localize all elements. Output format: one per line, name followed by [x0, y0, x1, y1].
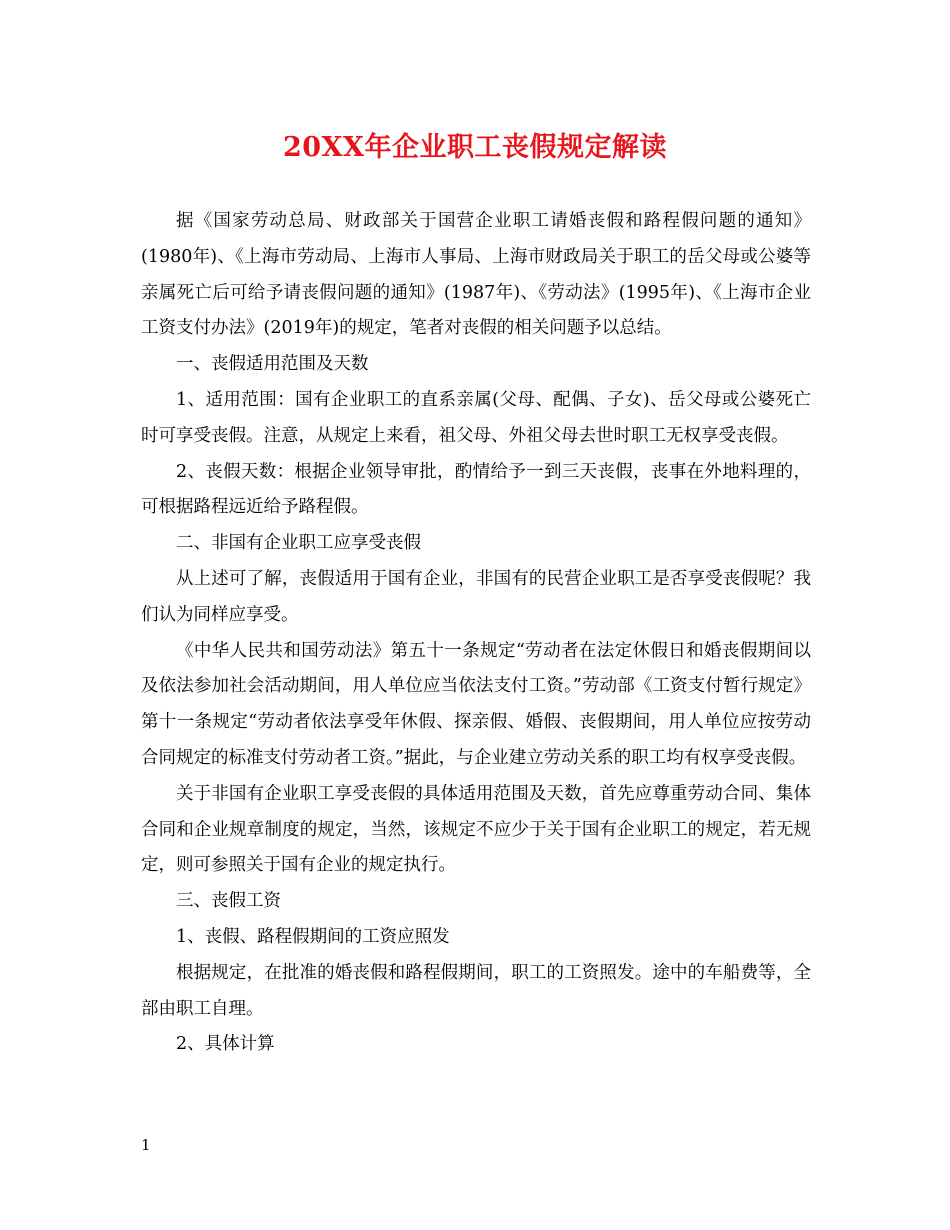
page-number: 1: [141, 1136, 151, 1154]
document-title: 20XX年企业职工丧假规定解读: [283, 132, 667, 163]
subheading-wage-paid: 1、丧假、路程假期间的工资应照发: [176, 926, 450, 947]
subheading-calculation: 2、具体计算: [176, 1034, 275, 1055]
paragraph-scope-non-state: 关于非国有企业职工享受丧假的具体适用范围及天数，首先应尊重劳动合同、集体合同和企业规章制度的规定，当然，该规定不应少于关于国有企业职工的规定，若无规定，则可参照关于国有企业的规定执行。: [141, 783, 811, 876]
section-heading-2: 二、非国有企业职工应享受丧假: [176, 533, 421, 554]
paragraph-days: 2、丧假天数：根据企业领导审批，酌情给予一到三天丧假，丧事在外地料理的，可根据路程远近给予路程假。: [141, 461, 811, 518]
paragraph-scope: 1、适用范围：国有企业职工的直系亲属(父母、配偶、子女)、岳父母或公婆死亡时可享受丧假。注意，从规定上来看，祖父母、外祖父母去世时职工无权享受丧假。: [141, 389, 811, 446]
paragraph-labor-law: 《中华人民共和国劳动法》第五十一条规定“劳动者在法定休假日和婚丧假期间以及依法参加社会活动期间，用人单位应当依法支付工资。”劳动部《工资支付暂行规定》第十一条规定“劳动者依法享受年休假、探亲假、婚假、丧假期间，用人单位应按劳动合同规定的标准支付劳动者工资。”据此，与企业建立劳动关系的职工均有权享受丧假。: [141, 640, 811, 768]
paragraph-wage-rule: 根据规定，在批准的婚丧假和路程假期间，职工的工资照发。途中的车船费等，全部由职工自理。: [141, 962, 811, 1019]
section-heading-3: 三、丧假工资: [176, 891, 281, 912]
paragraph-intro: 据《国家劳动总局、财政部关于国营企业职工请婚丧假和路程假问题的通知》(1980年)、《上海市劳动局、上海市人事局、上海市财政局关于职工的岳父母或公婆等亲属死亡后可给予请丧假问题的通知》(1987年)、《劳动法》(1995年)、《上海市企业工资支付办法》(2019年)的规定，笔者对丧假的相关问题予以总结。: [141, 211, 811, 339]
document-body: [141, 204, 811, 1063]
section-heading-1: 一、丧假适用范围及天数: [176, 354, 369, 375]
paragraph-non-state: 从上述可了解，丧假适用于国有企业，非国有的民营企业职工是否享受丧假呢？我们认为同样应享受。: [141, 568, 811, 625]
